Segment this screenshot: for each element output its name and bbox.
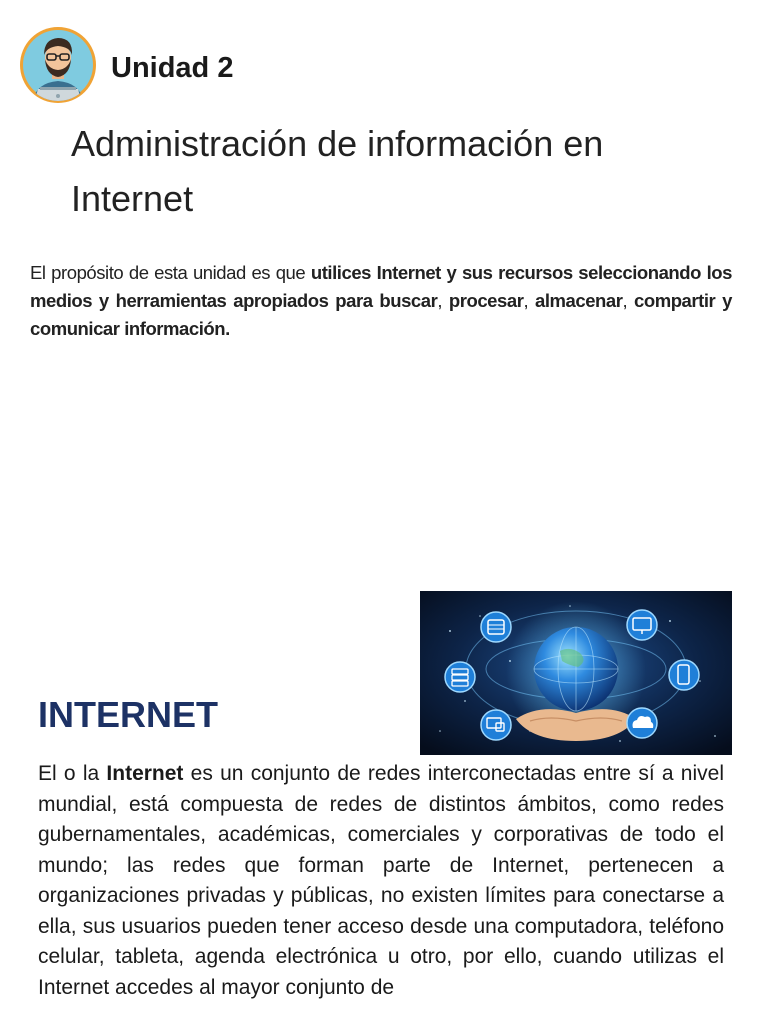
monitor-icon: [627, 610, 657, 640]
server-icon: [481, 612, 511, 642]
purpose-emphasis-1: utilices Internet y sus recursos seleccionando los medios y herramientas apropiados para buscar: [30, 262, 732, 311]
paragraph-start: El o la: [38, 762, 107, 785]
unit-purpose-paragraph: [30, 259, 732, 343]
smartphone-icon: [669, 660, 699, 690]
purpose-intro: El propósito de esta unidad es que: [30, 262, 311, 283]
cloud-icon: [627, 708, 657, 738]
section-heading: INTERNET: [38, 694, 218, 735]
purpose-separator-3: ,: [622, 290, 634, 311]
purpose-separator-2: ,: [523, 290, 535, 311]
section-paragraph: [38, 759, 724, 1003]
developer-avatar-icon: [18, 25, 98, 105]
devices-icon: [481, 710, 511, 740]
purpose-emphasis-3: almacenar: [534, 290, 623, 311]
page-title: Administración de información en Internet: [71, 123, 604, 219]
paragraph-rest: es un conjunto de redes interconectadas entre sí a nivel mundial, está compuesta de redes de distintos ámbitos, como redes gubernamentales, académicas, comerciales y corporativas de todo el mundo; las redes que forman parte de Internet, pertenecen a organizaciones privadas y públicas, no existen límites para conectarse a ella, sus usuarios pueden tener acceso desde una computadora, teléfono celular, tableta, agenda electrónica u otro, por ello, cuando utilizas el Internet accedes al mayor conjunto de: [38, 762, 724, 999]
database-icon: [445, 662, 475, 692]
purpose-emphasis-2: procesar: [448, 290, 524, 311]
purpose-emphasis-4: compartir y comunicar información.: [30, 290, 732, 339]
paragraph-bold-term: Internet: [106, 762, 184, 785]
purpose-separator-1: ,: [437, 290, 449, 311]
unit-label: Unidad 2: [111, 52, 234, 84]
globe-network-icon: [420, 591, 732, 755]
